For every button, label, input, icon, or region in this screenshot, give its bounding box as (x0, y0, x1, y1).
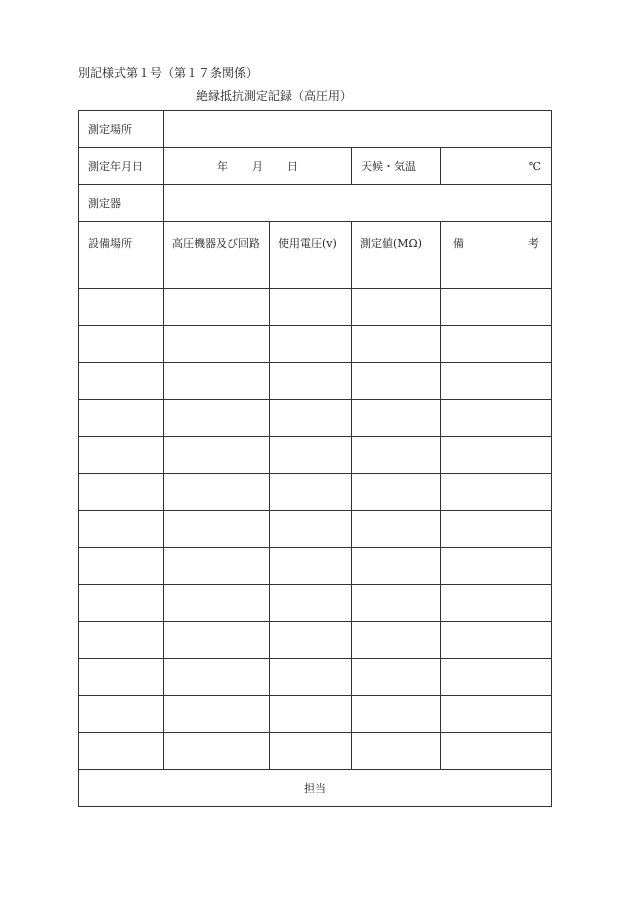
measured-value-cell[interactable] (352, 289, 441, 326)
equipment-circuit-cell[interactable] (164, 437, 270, 474)
facility-location-cell[interactable] (79, 659, 164, 696)
header-measured-value: 測定値(MΩ) (352, 222, 441, 289)
column-header-row (79, 222, 552, 289)
measured-value-cell[interactable] (352, 548, 441, 585)
remarks-cell[interactable] (441, 289, 552, 326)
equipment-circuit-cell[interactable] (164, 585, 270, 622)
remarks-cell[interactable] (441, 363, 552, 400)
table-row (79, 363, 552, 400)
date-year-label: 年 (217, 160, 228, 173)
remarks-cell[interactable] (441, 659, 552, 696)
operating-voltage-cell[interactable] (270, 474, 352, 511)
date-label: 測定年月日 (79, 148, 164, 185)
remarks-cell[interactable] (441, 326, 552, 363)
remarks-cell[interactable] (441, 585, 552, 622)
table-row (79, 696, 552, 733)
equipment-circuit-cell[interactable] (164, 511, 270, 548)
facility-location-cell[interactable] (79, 474, 164, 511)
remarks-cell[interactable] (441, 733, 552, 770)
header-remarks (441, 222, 552, 289)
instrument-row (79, 185, 552, 222)
facility-location-cell[interactable] (79, 733, 164, 770)
equipment-circuit-cell[interactable] (164, 548, 270, 585)
measured-value-cell[interactable] (352, 437, 441, 474)
remarks-cell[interactable] (441, 400, 552, 437)
form-number-header: 別記様式第１号（第１７条関係） (78, 66, 259, 80)
equipment-circuit-cell[interactable] (164, 326, 270, 363)
operating-voltage-cell[interactable] (270, 659, 352, 696)
measured-value-cell[interactable] (352, 659, 441, 696)
facility-location-cell[interactable] (79, 289, 164, 326)
operating-voltage-cell[interactable] (270, 585, 352, 622)
facility-location-cell[interactable] (79, 363, 164, 400)
table-row (79, 326, 552, 363)
operating-voltage-cell[interactable] (270, 622, 352, 659)
header-operating-voltage: 使用電圧(v) (270, 222, 352, 289)
temperature-cell[interactable] (441, 148, 552, 185)
instrument-label: 測定器 (79, 185, 164, 222)
facility-location-cell[interactable] (79, 696, 164, 733)
measured-value-cell[interactable] (352, 400, 441, 437)
operating-voltage-cell[interactable] (270, 548, 352, 585)
remarks-cell[interactable] (441, 548, 552, 585)
equipment-circuit-cell[interactable] (164, 696, 270, 733)
measured-value-cell[interactable] (352, 363, 441, 400)
temperature-unit: ℃ (528, 159, 541, 173)
remarks-cell[interactable] (441, 622, 552, 659)
equipment-circuit-cell[interactable] (164, 659, 270, 696)
measured-value-cell[interactable] (352, 696, 441, 733)
table-row (79, 474, 552, 511)
instrument-value-cell[interactable] (164, 185, 552, 222)
table-row (79, 511, 552, 548)
remarks-cell[interactable] (441, 437, 552, 474)
measured-value-cell[interactable] (352, 585, 441, 622)
facility-location-cell[interactable] (79, 511, 164, 548)
header-facility-location: 設備場所 (79, 222, 164, 289)
location-label: 測定場所 (79, 111, 164, 148)
footer-row (79, 770, 552, 807)
date-row (79, 148, 552, 185)
measured-value-cell[interactable] (352, 326, 441, 363)
equipment-circuit-cell[interactable] (164, 400, 270, 437)
facility-location-cell[interactable] (79, 548, 164, 585)
date-month-label: 月 (252, 160, 263, 173)
equipment-circuit-cell[interactable] (164, 733, 270, 770)
table-row (79, 622, 552, 659)
insulation-resistance-record-table (78, 110, 552, 807)
facility-location-cell[interactable] (79, 437, 164, 474)
facility-location-cell[interactable] (79, 622, 164, 659)
measured-value-cell[interactable] (352, 733, 441, 770)
remarks-cell[interactable] (441, 696, 552, 733)
location-value-cell[interactable] (164, 111, 552, 148)
facility-location-cell[interactable] (79, 326, 164, 363)
table-row (79, 400, 552, 437)
operating-voltage-cell[interactable] (270, 733, 352, 770)
operating-voltage-cell[interactable] (270, 363, 352, 400)
table-row (79, 289, 552, 326)
header-remarks-right: 考 (528, 237, 539, 250)
table-row (79, 733, 552, 770)
header-equipment-circuit: 高圧機器及び回路 (164, 222, 270, 289)
measured-value-cell[interactable] (352, 474, 441, 511)
table-row (79, 659, 552, 696)
equipment-circuit-cell[interactable] (164, 289, 270, 326)
operating-voltage-cell[interactable] (270, 289, 352, 326)
date-day-label: 日 (287, 160, 298, 173)
remarks-cell[interactable] (441, 511, 552, 548)
form-title: 絶縁抵抗測定記録（高圧用） (196, 89, 353, 103)
table-row (79, 548, 552, 585)
measured-value-cell[interactable] (352, 511, 441, 548)
operating-voltage-cell[interactable] (270, 696, 352, 733)
operating-voltage-cell[interactable] (270, 400, 352, 437)
person-in-charge-label: 担当 (79, 770, 552, 807)
header-remarks-left: 備 (453, 237, 464, 250)
measured-value-cell[interactable] (352, 622, 441, 659)
facility-location-cell[interactable] (79, 400, 164, 437)
table-row (79, 585, 552, 622)
date-value-cell[interactable] (164, 148, 352, 185)
facility-location-cell[interactable] (79, 585, 164, 622)
operating-voltage-cell[interactable] (270, 437, 352, 474)
location-row (79, 111, 552, 148)
equipment-circuit-cell[interactable] (164, 363, 270, 400)
equipment-circuit-cell[interactable] (164, 474, 270, 511)
table-row (79, 437, 552, 474)
remarks-cell[interactable] (441, 474, 552, 511)
equipment-circuit-cell[interactable] (164, 622, 270, 659)
operating-voltage-cell[interactable] (270, 511, 352, 548)
weather-label: 天候・気温 (352, 148, 441, 185)
operating-voltage-cell[interactable] (270, 326, 352, 363)
